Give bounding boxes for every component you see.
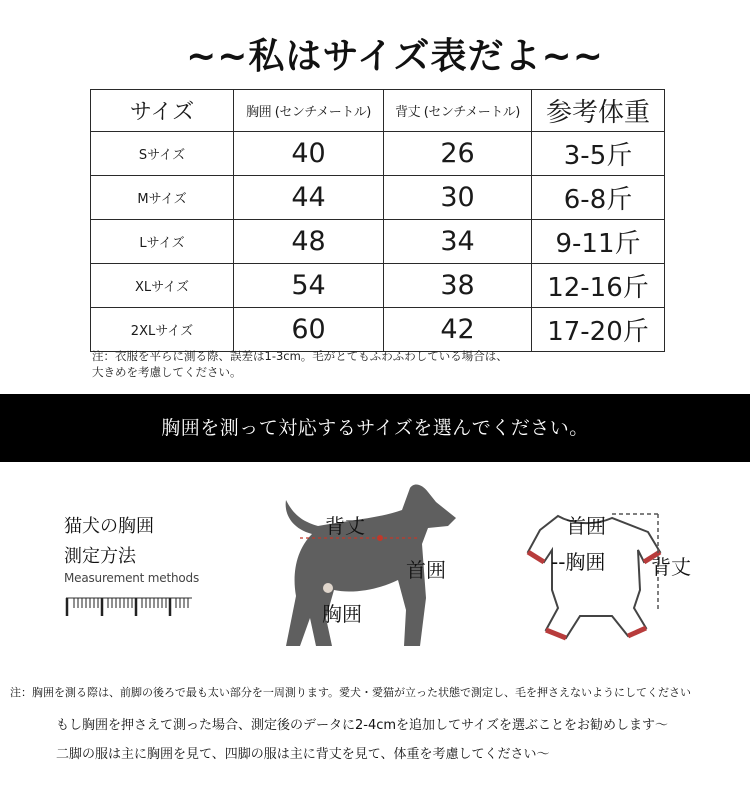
weight-cell: 17-20斤: [532, 308, 665, 352]
back-cell: 42: [384, 308, 532, 352]
clothing-type-note: 二脚の服は主に胸囲を見て、四脚の服は主に背丈を見て、体重を考慮してください〜: [56, 747, 550, 762]
header-chest: 胸囲 (センチメートル): [234, 90, 384, 132]
chest-cell: 54: [234, 264, 384, 308]
back-cell: 30: [384, 176, 532, 220]
dog-label-chest: 胸囲: [322, 602, 362, 626]
chest-measure-note: 注：胸囲を測る際は、前脚の後ろで最も太い部分を一周測ります。愛犬・愛猫が立った状態で測定し、毛を押さえないようにしてください: [10, 686, 692, 699]
back-cell: 26: [384, 132, 532, 176]
chest-cell: 48: [234, 220, 384, 264]
method-title-line2: 測定方法: [64, 546, 136, 567]
table-header-row: [91, 90, 665, 132]
header-weight: 参考体重: [532, 90, 665, 132]
table-row: [91, 176, 665, 220]
instruction-banner: [0, 394, 750, 462]
weight-cell: 6-8斤: [532, 176, 665, 220]
table-row: [91, 264, 665, 308]
shirt-label-back: 背丈: [651, 555, 691, 579]
size-table: [90, 89, 665, 352]
method-title-line1: 猫犬の胸囲: [64, 516, 154, 537]
header-size: サイズ: [91, 90, 234, 132]
weight-cell: 12-16斤: [532, 264, 665, 308]
back-cell: 34: [384, 220, 532, 264]
chest-cell: 44: [234, 176, 384, 220]
ruler-icon: [64, 592, 194, 622]
size-cell: Mサイズ: [91, 176, 234, 220]
weight-cell: 9-11斤: [532, 220, 665, 264]
measurement-note-line1: 注：衣服を平らに測る際、誤差は1-3cm。毛がとてもふわふわしている場合は、: [92, 349, 508, 363]
chest-cell: 60: [234, 308, 384, 352]
measurement-note: [92, 348, 562, 380]
table-row: [91, 220, 665, 264]
size-cell: Sサイズ: [91, 132, 234, 176]
size-cell: 2XLサイズ: [91, 308, 234, 352]
chest-cell: 40: [234, 132, 384, 176]
size-cell: XLサイズ: [91, 264, 234, 308]
shirt-label-chest: --胸囲: [551, 550, 606, 574]
table-row: [91, 308, 665, 352]
measurement-note-line2: 大きめを考慮してください。: [92, 365, 242, 379]
weight-cell: 3-5斤: [532, 132, 665, 176]
shirt-label-neck: 首囲: [566, 514, 606, 538]
page-title: ~~私はサイズ表だよ~~: [186, 36, 604, 77]
size-cell: Lサイズ: [91, 220, 234, 264]
table-row: [91, 132, 665, 176]
header-back: 背丈 (センチメートル): [384, 90, 532, 132]
dog-label-neck: 首囲: [406, 558, 446, 582]
method-subtitle: Measurement methods: [64, 571, 199, 585]
method-title: [64, 512, 154, 572]
pressed-measure-note: もし胸囲を押さえて測った場合、測定後のデータに2-4cmを追加してサイズを選ぶことをお勧めします〜: [56, 718, 669, 733]
dog-label-back: 背丈: [325, 514, 365, 538]
instruction-banner-text: 胸囲を測って対応するサイズを選んでください。: [161, 417, 589, 439]
back-cell: 38: [384, 264, 532, 308]
